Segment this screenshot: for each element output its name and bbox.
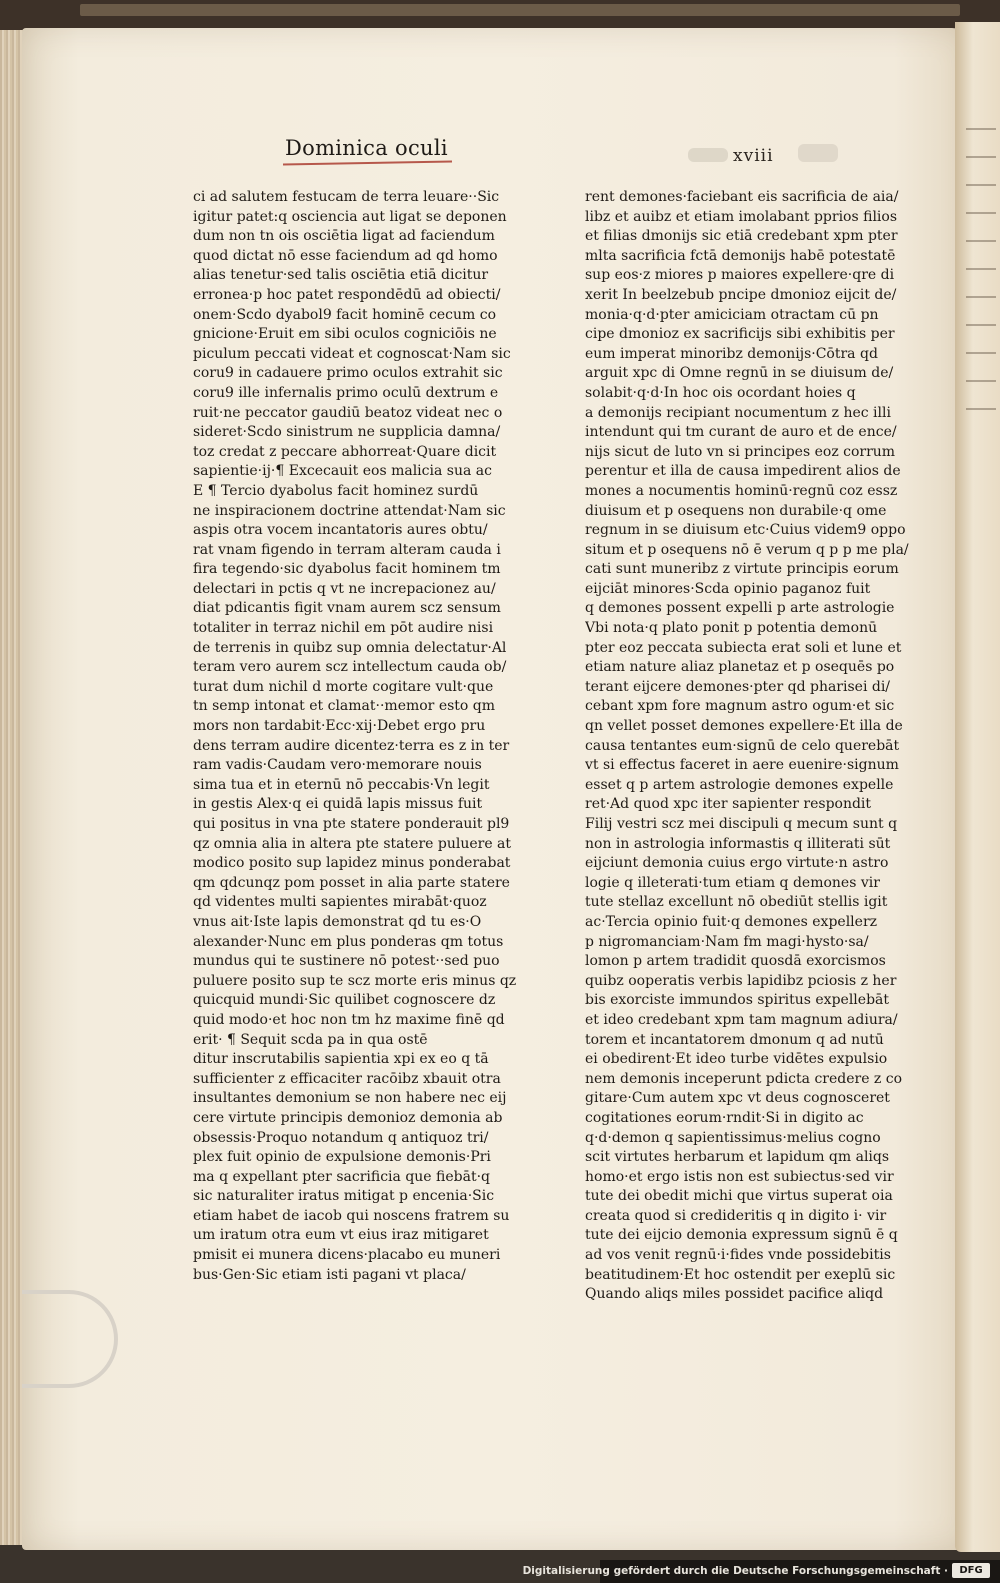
text-line: et ideo credebant xpm tam magnum adiura/ xyxy=(585,1011,898,1028)
text-line: rat vnam figendo in terram alteram cauda i xyxy=(193,541,501,558)
text-line: quod dictat nō esse faciendum ad qd homo xyxy=(193,247,498,264)
page-holder-clip xyxy=(22,1290,118,1388)
text-line: ei obedirent·Et ideo turbe vidētes expulsio xyxy=(585,1051,888,1068)
text-line: quicquid mundi·Sic quilibet cognoscere dz xyxy=(193,992,496,1009)
left-text-column xyxy=(193,188,531,1285)
text-line: torem et incantatorem dmonum q ad nutū xyxy=(585,1031,884,1048)
text-line: teram vero aurem scz intellectum cauda ob/ xyxy=(193,659,507,676)
bleed-through-mark xyxy=(688,148,728,162)
text-line: tute stellaz excellunt nō obediūt stellis igit xyxy=(585,894,888,911)
text-line: creata quod si credideritis q in digito i· vir xyxy=(585,1207,887,1224)
text-line: cipe dmonioz ex sacrificijs sibi exhibitis per xyxy=(585,326,895,343)
text-line: dens terram audire dicentez·terra es z in ter xyxy=(193,737,510,754)
text-line: cati sunt muneribz z virtute principis eorum xyxy=(585,561,899,578)
book-binding-strip xyxy=(80,4,960,16)
text-line: etiam nature aliaz planetaz et p osequēs po xyxy=(585,659,895,676)
text-line: situm et p osequens nō ē verum q p p me pla/ xyxy=(585,541,909,558)
text-line: gitare·Cum autem xpc vt deus cognosceret xyxy=(585,1090,890,1107)
text-line: regnum in se diuisum etc·Cuius videm9 oppo xyxy=(585,522,906,539)
text-line: erit· ¶ Sequit scda pa in qua ostē xyxy=(193,1031,428,1048)
text-line: xerit In beelzebub pncipe dmonioz eijcit de/ xyxy=(585,286,897,303)
text-line: ram vadis·Caudam vero·memorare nouis xyxy=(193,757,482,774)
text-line: erronea·p hoc patet respondēdū ad obiecti/ xyxy=(193,286,501,303)
text-line: fira tegendo·sic dyabolus facit hominem tm xyxy=(193,561,501,578)
text-line: bis exorciste immundos spiritus expellebāt xyxy=(585,992,890,1009)
text-line: cebant xpm fore magnum astro ogum·et sic xyxy=(585,698,895,715)
text-line: sima tua et in eternū nō peccabis·Vn legit xyxy=(193,776,490,793)
digitization-credit: Digitalisierung gefördert durch die Deutsche Forschungsgemeinschaft · xyxy=(522,1565,948,1577)
text-line: diat pdicantis figit vnam aurem scz sensum xyxy=(193,600,501,617)
text-line: delectari in pctis q vt ne increpacionez au/ xyxy=(193,580,496,597)
text-line: bus·Gen·Sic etiam isti pagani vt placa/ xyxy=(193,1266,466,1283)
text-line: ad vos venit regnū·i·fides vnde possidebitis xyxy=(585,1247,891,1264)
text-line: qm qdcunqz pom posset in alia parte statere xyxy=(193,874,510,891)
text-line: Filij vestri scz mei discipuli q mecum sunt q xyxy=(585,816,898,832)
text-line: qz omnia alia in altera pte statere puluere at xyxy=(193,835,512,852)
text-line: sufficienter z efficaciter racōibz xbauit otra xyxy=(193,1070,501,1087)
text-line: nem demonis inceperunt pdicta credere z co xyxy=(585,1070,903,1087)
bleed-through-mark xyxy=(798,144,838,162)
text-line: qui positus in vna pte statere ponderauit pl9 xyxy=(193,816,510,832)
text-line: causa tentantes eum·signū de celo querebāt xyxy=(585,737,900,754)
text-line: igitur patet:q osciencia aut ligat se deponen xyxy=(193,208,507,225)
text-line: rent demones·faciebant eis sacrificia de aia/ xyxy=(585,189,899,205)
text-line: et filias dmonijs sic etiā credebant xpm pter xyxy=(585,228,898,245)
text-line: monia·q·d·pter amiciciam otractam cū pn xyxy=(585,306,879,323)
text-line: quid modo·et hoc non tm hz maxime finē qd xyxy=(193,1011,505,1028)
text-line: coru9 in cadauere primo oculos extrahit sic xyxy=(193,365,503,382)
text-line: intendunt qui tm curant de auro et de ence/ xyxy=(585,424,897,441)
text-line: dum non tn ois osciētia ligat ad faciendum xyxy=(193,228,495,245)
text-line: cogitationes eorum·rndit·Si in digito ac xyxy=(585,1109,864,1126)
text-line: q demones possent expelli p arte astrologie xyxy=(585,600,895,617)
text-line: mors non tardabit·Ecc·xij·Debet ergo pru xyxy=(193,718,486,735)
text-line: mundus qui te sustinere nō potest··sed puo xyxy=(193,953,500,970)
folio-number: xviii xyxy=(733,146,774,166)
text-line: eum imperat minoribz demonijs·Cōtra qd xyxy=(585,345,878,362)
text-line: tute dei obedit michi que virtus superat oia xyxy=(585,1188,893,1205)
text-line: homo·et ergo istis non est subiectus·sed vir xyxy=(585,1168,894,1185)
text-line: um iratum otra eum vt eius iraz mitigaret xyxy=(193,1227,489,1244)
text-line: qd videntes multi sapientes mirabāt·quoz xyxy=(193,894,487,911)
text-line: sapientie·ij·¶ Excecauit eos malicia sua ac xyxy=(193,463,492,480)
text-line: non in astrologia informastis q illiterati sūt xyxy=(585,835,891,852)
text-line: quibz ooperatis verbis lapidibz pciosis z her xyxy=(585,972,897,989)
text-line: cere virtute principis demonioz demonia ab xyxy=(193,1109,503,1126)
text-line: Quando aliqs miles possidet pacifice aliqd xyxy=(585,1286,884,1303)
text-line: pter eoz peccata subiecta erat soli et lune et xyxy=(585,639,902,656)
text-line: toz credat z peccare abhorreat·Quare dicit xyxy=(193,443,497,460)
text-line: ma q expellant pter sacrificia que fiebāt·q xyxy=(193,1168,491,1185)
text-line: q·d·demon q sapientissimus·melius cogno xyxy=(585,1129,881,1146)
facing-page-text xyxy=(966,110,996,410)
text-line: totaliter in terraz nichil em pōt audire nisi xyxy=(193,620,494,637)
text-line: arguit xpc di Omne regnū in se diuisum de/ xyxy=(585,365,894,382)
text-line: alias tenetur·sed talis osciētia etiā dicitur xyxy=(193,267,489,284)
text-line: qn vellet posset demones expellere·Et illa de xyxy=(585,718,903,735)
text-line: sic naturaliter iratus mitigat p encenia·Sic xyxy=(193,1188,495,1205)
text-line: puluere posito sup te scz morte eris minus qz xyxy=(193,972,517,989)
text-line: nijs sicut de luto vn si principes eoz corrum xyxy=(585,443,896,460)
text-line: vnus ait·Iste lapis demonstrat qd tu es·O xyxy=(193,913,482,930)
text-line: gnicione·Eruit em sibi oculos cogniciōis ne xyxy=(193,326,497,343)
text-line: ci ad salutem festucam de terra leuare··Sic xyxy=(193,189,500,205)
text-line: pmisit ei munera dicens·placabo eu muneri xyxy=(193,1247,501,1264)
text-line: tute dei eijcio demonia expressum signū ē q xyxy=(585,1227,898,1244)
text-line: beatitudinem·Et hoc ostendit per exeplū sic xyxy=(585,1266,896,1283)
text-line: logie q illeterati·tum etiam q demones vir xyxy=(585,874,880,891)
text-line: ne inspiracionem doctrine attendat·Nam sic xyxy=(193,502,506,519)
text-line: perentur et illa de causa impedirent alios de xyxy=(585,463,901,480)
dfg-logo: DFG xyxy=(952,1563,990,1578)
text-line: onem·Scdo dyabol9 facit hominē cecum co xyxy=(193,306,497,323)
text-line: tn semp intonat et clamat··memor esto qm xyxy=(193,698,496,715)
text-line: ruit·ne peccator gaudiū beatoz videat nec o xyxy=(193,404,503,421)
text-line: solabit·q·d·In hoc ois ocordant hoies q xyxy=(585,384,856,401)
text-line: modico posito sup lapidez minus ponderabat xyxy=(193,855,511,872)
running-title-text: Dominica oculi xyxy=(285,136,448,160)
text-line: lomon p artem tradidit quosdā exorcismos xyxy=(585,953,886,970)
text-line: E ¶ Tercio dyabolus facit hominez surdū xyxy=(193,482,479,499)
text-line: terant eijcere demones·pter qd pharisei di/ xyxy=(585,678,891,695)
text-line: etiam habet de iacob qui noscens fratrem su xyxy=(193,1207,510,1224)
text-line: diuisum et p osequens non durabile·q ome xyxy=(585,502,887,519)
text-line: in gestis Alex·q ei quidā lapis missus fuit xyxy=(193,796,483,813)
text-line: sideret·Scdo sinistrum ne supplicia damna/ xyxy=(193,424,501,441)
text-line: alexander·Nunc em plus ponderas qm totus xyxy=(193,933,504,950)
text-line: mlta sacrificia fctā demonijs habē potestatē xyxy=(585,247,896,264)
text-line: scit virtutes herbarum et lapidum qm aliqs xyxy=(585,1149,890,1166)
text-line: insultantes demonium se non habere nec eij xyxy=(193,1090,507,1107)
text-line: sup eos·z miores p maiores expellere·qre di xyxy=(585,267,895,284)
text-line: a demonijs recipiant nocumentum z hec illi xyxy=(585,404,891,421)
text-line: ditur inscrutabilis sapientia xpi ex eo q tā xyxy=(193,1051,489,1068)
text-line: aspis otra vocem incantatoris aures obtu/ xyxy=(193,522,488,539)
text-line: turat dum nichil d morte cogitare vult·que xyxy=(193,678,494,695)
text-line: eijciunt demonia cuius ergo virtute·n astro xyxy=(585,855,889,872)
text-line: ret·Ad quod xpc iter sapienter respondit xyxy=(585,796,872,813)
text-line: de terrenis in quibz sup omnia delectatur·Al xyxy=(193,639,507,656)
text-line: esset q p artem astrologie demones expelle xyxy=(585,776,894,793)
text-line: libz et auibz et etiam imolabant pprios filios xyxy=(585,208,898,225)
text-line: Vbi nota·q plato ponit p potentia demonū xyxy=(585,620,878,637)
text-line: ac·Tercia opinio fuit·q demones expellerz xyxy=(585,913,878,930)
text-line: coru9 ille infernalis primo oculū dextrum e xyxy=(193,384,499,401)
text-line: obsessis·Proquo notandum q antiquoz tri/ xyxy=(193,1129,489,1146)
text-line: eijciāt minores·Scda opinio paganoz fuit xyxy=(585,580,871,597)
text-line: plex fuit opinio de expulsione demonis·Pri xyxy=(193,1149,491,1166)
right-text-column xyxy=(585,188,945,1305)
running-title xyxy=(285,136,448,160)
text-line: mones a nocumentis hominū·regnū coz essz xyxy=(585,482,898,499)
text-line: p nigromanciam·Nam fm magi·hysto·sa/ xyxy=(585,933,869,950)
text-line: piculum peccati videat et cognoscat·Nam sic xyxy=(193,345,511,362)
text-line: vt si effectus faceret in aere euenire·signum xyxy=(585,757,899,774)
